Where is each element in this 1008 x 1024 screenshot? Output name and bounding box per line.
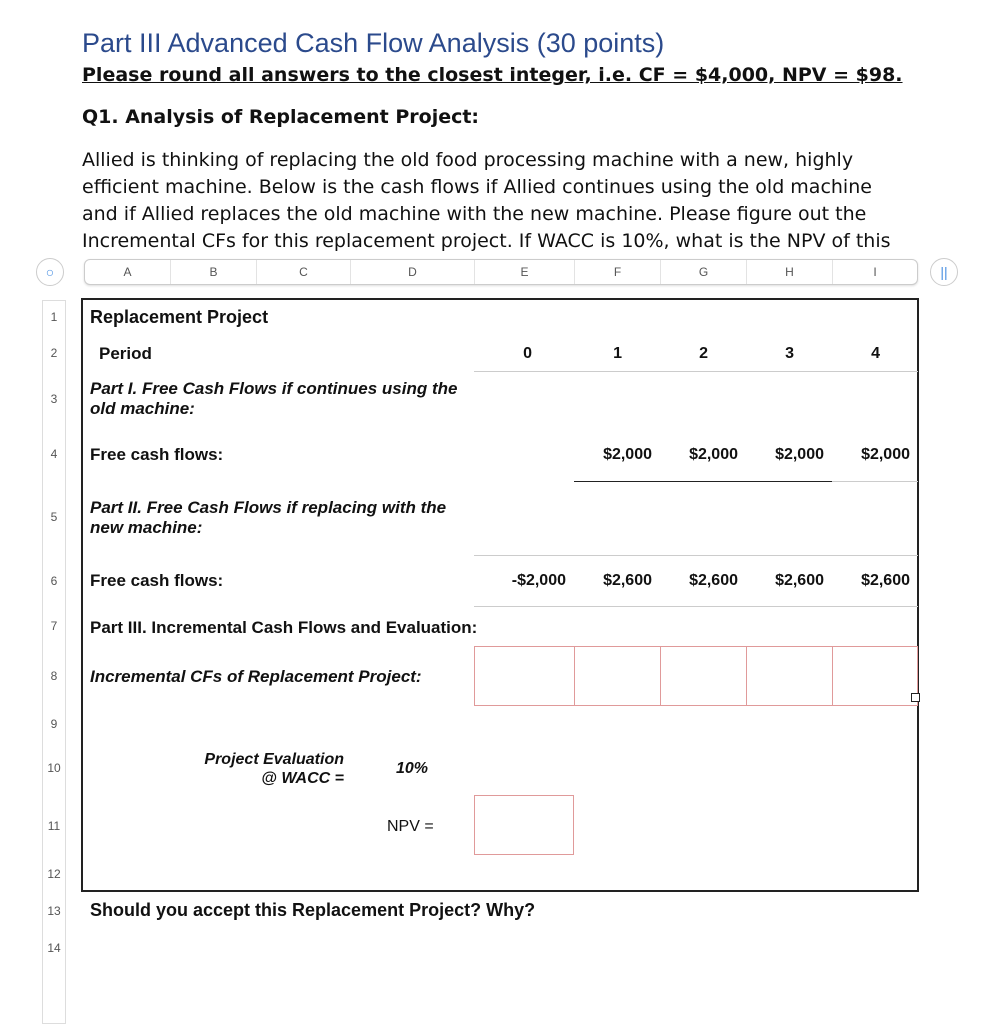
column-header-h[interactable]: H [747,260,833,284]
old-fcf-4: $2,000 [861,446,910,463]
old-fcf-label: Free cash flows: [90,445,224,464]
incremental-label: Incremental CFs of Replacement Project: [90,667,422,686]
row-header[interactable]: 1 [50,310,58,324]
question-heading: Q1. Analysis of Replacement Project: [82,106,480,128]
column-header-g[interactable]: G [661,260,747,284]
new-fcf-label: Free cash flows: [90,571,224,590]
new-fcf-0: -$2,000 [511,572,566,589]
npv-input[interactable] [474,795,574,855]
row-header[interactable]: 10 [47,761,61,775]
incremental-cf-0-input[interactable] [474,646,575,706]
evaluation-label-line: @ WACC = [261,770,344,787]
column-header-b[interactable]: B [171,260,257,284]
row-header[interactable]: 14 [47,941,61,955]
incremental-cf-2-input[interactable] [660,646,747,706]
table-title: Replacement Project [90,307,269,327]
row-header[interactable]: 7 [50,619,58,633]
column-header-e[interactable]: E [475,260,575,284]
column-header-a[interactable]: A [85,260,171,284]
period-1: 1 [613,345,622,362]
paragraph-line: Incremental CFs for this replacement project. If WACC is 10%, what is the NPV of this [82,230,891,252]
evaluation-label-line: Project Evaluation [204,751,344,768]
row-header[interactable]: 8 [50,669,58,683]
old-fcf-1: $2,000 [603,446,652,463]
column-header-bar [84,259,918,285]
incremental-cf-3-input[interactable] [746,646,833,706]
page-title: Part III Advanced Cash Flow Analysis (30 points) [82,28,665,58]
row-header[interactable]: 5 [50,510,58,524]
period-4: 4 [871,345,880,362]
old-fcf-3: $2,000 [775,446,824,463]
row-header[interactable]: 3 [50,392,58,406]
incremental-cf-4-input[interactable] [832,646,918,706]
resize-handle[interactable] [911,693,920,702]
paragraph-line: and if Allied replaces the old machine with the new machine. Please figure out the [82,203,867,225]
wacc-value: 10% [396,760,429,777]
row-header[interactable]: 12 [47,867,61,881]
new-fcf-3: $2,600 [775,572,824,589]
column-header-c[interactable]: C [257,260,351,284]
npv-label: NPV = [387,818,434,835]
new-fcf-4: $2,600 [861,572,910,589]
new-fcf-1: $2,600 [603,572,652,589]
row-header[interactable]: 6 [50,574,58,588]
column-header-f[interactable]: F [575,260,661,284]
old-fcf-2: $2,000 [689,446,738,463]
pause-circle-button[interactable]: || [930,258,958,286]
question-paragraph [82,147,922,255]
row-header[interactable]: 4 [50,447,58,461]
row-header[interactable]: 9 [50,717,58,731]
incremental-cf-1-input[interactable] [574,646,661,706]
row-header[interactable]: 13 [47,904,61,918]
column-header-i[interactable]: I [873,265,877,279]
row-header[interactable]: 11 [47,819,61,833]
rounding-note: Please round all answers to the closest integer, i.e. CF = $4,000, NPV = $98. [82,64,903,86]
paragraph-line: efficient machine. Below is the cash flows if Allied continues using the old machine [82,176,872,198]
select-all-circle-button[interactable]: ○ [36,258,64,286]
paragraph-line: Allied is thinking of replacing the old food processing machine with a new, highly [82,149,854,171]
column-header-d[interactable]: D [351,260,475,284]
period-2: 2 [699,345,708,362]
period-label: Period [99,344,152,363]
period-3: 3 [785,345,794,362]
row-header[interactable]: 2 [50,346,58,360]
accept-question: Should you accept this Replacement Project? Why? [90,900,536,920]
part2-label: Part II. Free Cash Flows if replacing with the new machine: [90,498,447,537]
part1-label: Part I. Free Cash Flows if continues using the old machine: [90,379,458,418]
evaluation-label [150,750,344,788]
part3-label: Part III. Incremental Cash Flows and Evaluation: [90,618,478,637]
period-0: 0 [523,345,532,362]
new-fcf-2: $2,600 [689,572,738,589]
